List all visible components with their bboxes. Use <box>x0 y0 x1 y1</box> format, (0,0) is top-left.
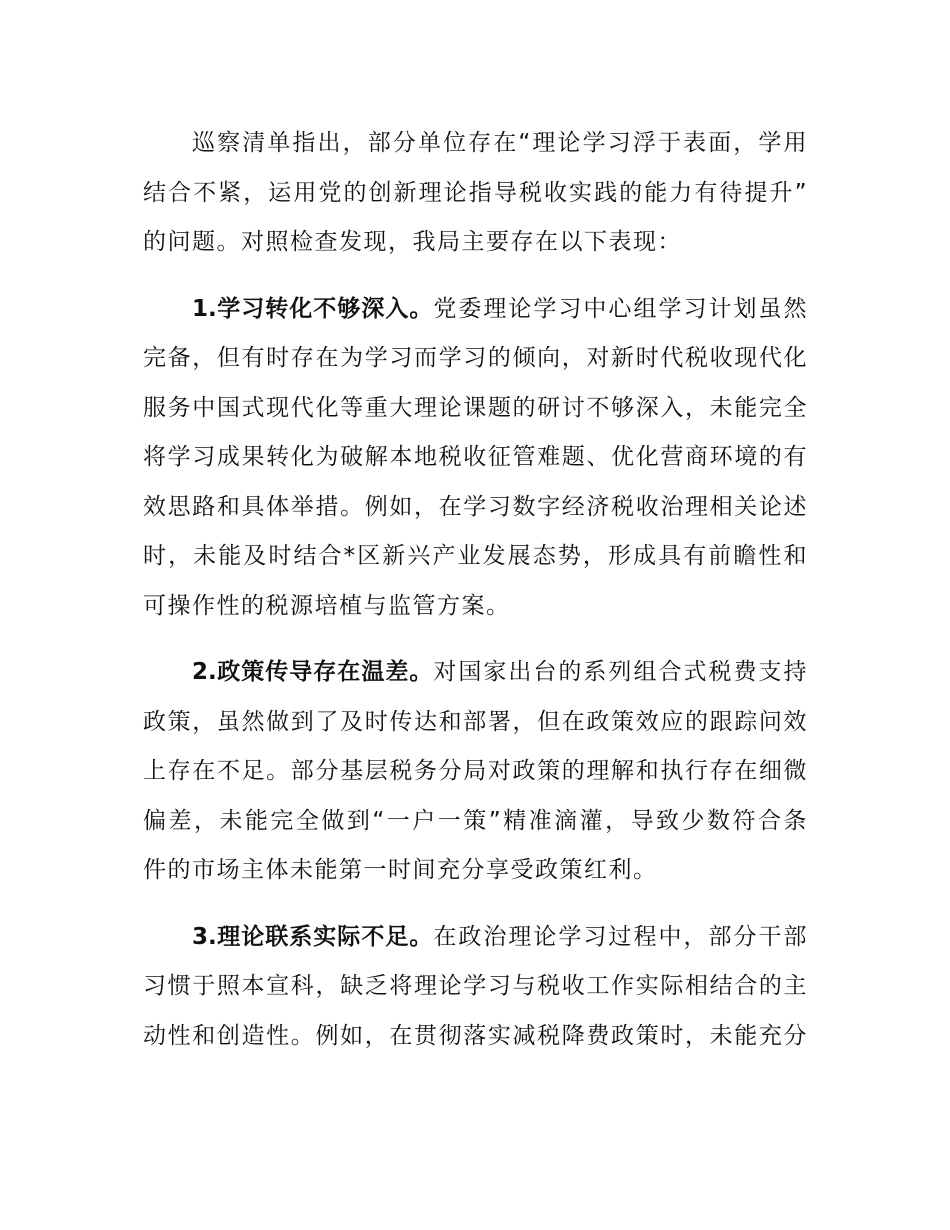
document-page <box>143 128 808 1087</box>
text-line: 习惯于照本宣科，缺乏将理论学习与税收工作实际相结合的主 <box>143 973 808 999</box>
item-text: 对国家出台的系列组合式税费支持 <box>433 659 809 685</box>
item-paragraph-2 <box>143 657 808 905</box>
item-heading: 学习转化不够深入。 <box>216 295 434 322</box>
text-line: 效思路和具体举措。例如，在学习数字经济税收治理相关论述 <box>143 493 808 520</box>
text-line: 上存在不足。部分基层税务分局对政策的理解和执行存在细微 <box>143 758 808 784</box>
text-line: 结合不紧，运用党的创新理论指导税收实践的能力有待提升” <box>143 179 808 206</box>
text-line: 完备，但有时存在为学习而学习的倾向，对新时代税收现代化 <box>143 345 808 371</box>
item-text: 在政治理论学习过程中，部分干部 <box>433 923 809 950</box>
text-line: 动性和创造性。例如，在贯彻落实减税降费政策时，未能充分 <box>143 1022 808 1049</box>
item-heading: 政策传导存在温差。 <box>216 659 434 685</box>
text-line: 偏差，未能完全做到“一户一策”精准滴灌，导致少数符合条 <box>143 807 808 834</box>
intro-paragraph <box>143 128 808 277</box>
text-line: 服务中国式现代化等重大理论课题的研讨不够深入，未能完全 <box>143 394 808 421</box>
item-paragraph-1 <box>143 294 808 641</box>
text-line: 件的市场主体未能第一时间充分享受政策红利。 <box>143 857 658 883</box>
item-heading: 理论联系实际不足。 <box>216 923 434 950</box>
text-line: 的问题。对照检查发现，我局主要存在以下表现： <box>143 229 682 255</box>
text-line <box>143 922 808 972</box>
text-line <box>143 294 808 344</box>
text-line: 政策，虽然做到了及时传达和部署，但在政策效应的跟踪问效 <box>143 708 808 735</box>
text-line <box>143 657 808 707</box>
text-line: 时，未能及时结合*区新兴产业发展态势，形成具有前瞻性和 <box>143 543 808 569</box>
text-line: 巡察清单指出，部分单位存在“理论学习浮于表面，学用 <box>192 130 808 156</box>
item-number: 3. <box>192 923 217 950</box>
item-number: 2. <box>192 659 217 685</box>
item-text: 党委理论学习中心组学习计划虽然 <box>433 295 809 322</box>
text-line: 可操作性的税源培植与监管方案。 <box>143 592 511 619</box>
text-line: 将学习成果转化为破解本地税收征管难题、优化营商环境的有 <box>143 444 808 470</box>
item-number: 1. <box>192 295 217 322</box>
item-paragraph-3 <box>143 922 808 1071</box>
